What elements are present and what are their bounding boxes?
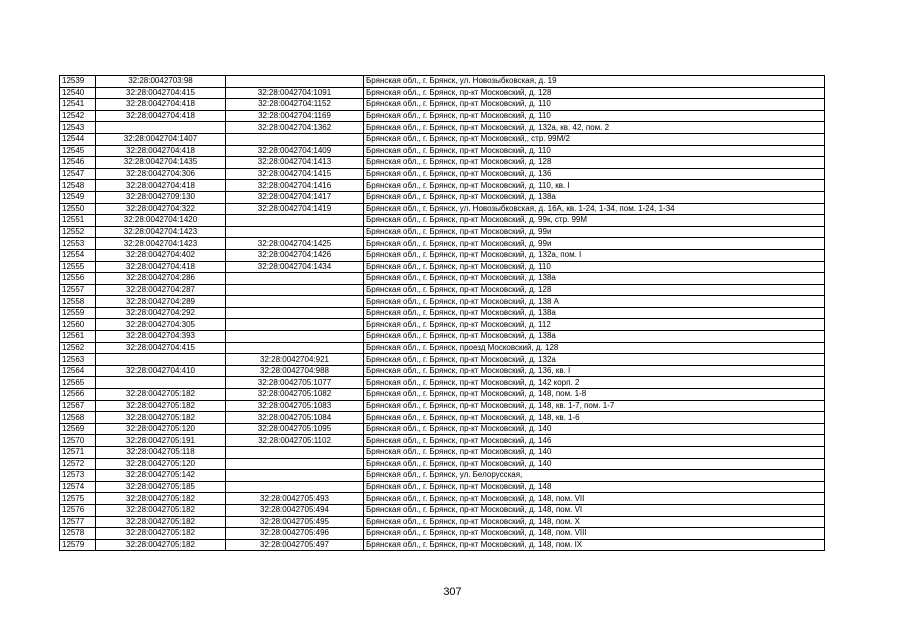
premises-cadastral-number-cell: 32:28:0042704:1416: [226, 180, 364, 192]
table-row: [60, 76, 825, 88]
table-row: [60, 319, 825, 331]
premises-cadastral-number-cell: [226, 226, 364, 238]
cadastral-number-cell: 32:28:0042704:286: [96, 273, 226, 285]
row-number-cell: 12568: [60, 412, 96, 424]
cadastral-number-cell: 32:28:0042704:415: [96, 87, 226, 99]
cadastral-number-cell: [96, 377, 226, 389]
table-row: [60, 145, 825, 157]
address-cell: Брянская обл., г. Брянск, ул. Белорусская,: [364, 470, 825, 482]
address-cell: Брянская обл., г. Брянск, пр-кт Московский, д. 128: [364, 284, 825, 296]
address-cell: Брянская обл., г. Брянск, пр-кт Московский, д. 132а, пом. I: [364, 249, 825, 261]
table-row: [60, 516, 825, 528]
premises-cadastral-number-cell: 32:28:0042704:1425: [226, 238, 364, 250]
premises-cadastral-number-cell: 32:28:0042705:1095: [226, 423, 364, 435]
row-number-cell: 12560: [60, 319, 96, 331]
premises-cadastral-number-cell: 32:28:0042704:1426: [226, 249, 364, 261]
row-number-cell: 12545: [60, 145, 96, 157]
row-number-cell: 12551: [60, 215, 96, 227]
table-row: [60, 110, 825, 122]
premises-cadastral-number-cell: 32:28:0042705:1077: [226, 377, 364, 389]
table-row: [60, 481, 825, 493]
premises-cadastral-number-cell: 32:28:0042704:1417: [226, 191, 364, 203]
address-cell: Брянская обл., г. Брянск, пр-кт Московский, д. 128: [364, 157, 825, 169]
table-row: [60, 354, 825, 366]
table-row: [60, 423, 825, 435]
row-number-cell: 12575: [60, 493, 96, 505]
address-cell: Брянская обл., г. Брянск, пр-кт Московский, д. 112: [364, 319, 825, 331]
table-row: [60, 331, 825, 343]
address-cell: Брянская обл., г. Брянск, пр-кт Московский, д. 110: [364, 110, 825, 122]
premises-cadastral-number-cell: 32:28:0042705:1084: [226, 412, 364, 424]
cadastral-number-cell: 32:28:0042704:393: [96, 331, 226, 343]
row-number-cell: 12549: [60, 191, 96, 203]
table-row: [60, 168, 825, 180]
row-number-cell: 12576: [60, 504, 96, 516]
cadastral-number-cell: 32:28:0042704:418: [96, 110, 226, 122]
cadastral-number-cell: 32:28:0042704:1420: [96, 215, 226, 227]
table-row: [60, 261, 825, 273]
table-row: [60, 365, 825, 377]
row-number-cell: 12553: [60, 238, 96, 250]
row-number-cell: 12578: [60, 528, 96, 540]
row-number-cell: 12569: [60, 423, 96, 435]
row-number-cell: 12563: [60, 354, 96, 366]
address-cell: Брянская обл., г. Брянск, пр-кт Московский, д. 148, пом. 1-8: [364, 389, 825, 401]
table-row: [60, 249, 825, 261]
address-cell: Брянская обл., г. Брянск, пр-кт Московский, д. 99и: [364, 238, 825, 250]
address-cell: Брянская обл., г. Брянск, пр-кт Московский, д. 110: [364, 261, 825, 273]
cadastral-number-cell: 32:28:0042704:1407: [96, 133, 226, 145]
cadastral-number-cell: 32:28:0042704:418: [96, 261, 226, 273]
cadastral-number-cell: 32:28:0042704:418: [96, 145, 226, 157]
address-cell: Брянская обл., г. Брянск, пр-кт Московский, д. 136, кв. I: [364, 365, 825, 377]
premises-cadastral-number-cell: 32:28:0042704:1415: [226, 168, 364, 180]
cadastral-number-cell: 32:28:0042704:410: [96, 365, 226, 377]
row-number-cell: 12557: [60, 284, 96, 296]
premises-cadastral-number-cell: [226, 481, 364, 493]
cadastral-number-cell: 32:28:0042705:182: [96, 504, 226, 516]
premises-cadastral-number-cell: 32:28:0042705:496: [226, 528, 364, 540]
cadastral-number-cell: 32:28:0042705:120: [96, 458, 226, 470]
row-number-cell: 12565: [60, 377, 96, 389]
cadastral-number-cell: [96, 354, 226, 366]
page-number: 307: [443, 586, 462, 598]
premises-cadastral-number-cell: 32:28:0042705:1102: [226, 435, 364, 447]
cadastral-table-body: [60, 76, 825, 551]
row-number-cell: 12552: [60, 226, 96, 238]
table-row: [60, 273, 825, 285]
cadastral-number-cell: 32:28:0042705:182: [96, 539, 226, 551]
premises-cadastral-number-cell: 32:28:0042704:1362: [226, 122, 364, 134]
table-row: [60, 342, 825, 354]
cadastral-number-cell: 32:28:0042704:287: [96, 284, 226, 296]
row-number-cell: 12577: [60, 516, 96, 528]
address-cell: Брянская обл., г. Брянск, ул. Новозыбковская, д. 19: [364, 76, 825, 88]
cadastral-number-cell: 32:28:0042704:418: [96, 99, 226, 111]
premises-cadastral-number-cell: 32:28:0042705:497: [226, 539, 364, 551]
row-number-cell: 12546: [60, 157, 96, 169]
premises-cadastral-number-cell: [226, 331, 364, 343]
cadastral-number-cell: 32:28:0042705:191: [96, 435, 226, 447]
row-number-cell: 12562: [60, 342, 96, 354]
premises-cadastral-number-cell: [226, 296, 364, 308]
cadastral-number-cell: 32:28:0042704:1423: [96, 226, 226, 238]
table-row: [60, 493, 825, 505]
table-row: [60, 157, 825, 169]
address-cell: Брянская обл., г. Брянск, пр-кт Московский, д. 140: [364, 458, 825, 470]
table-row: [60, 307, 825, 319]
address-cell: Брянская обл., г. Брянск, пр-кт Московский, д. 138а: [364, 273, 825, 285]
premises-cadastral-number-cell: [226, 273, 364, 285]
premises-cadastral-number-cell: 32:28:0042705:1082: [226, 389, 364, 401]
address-cell: Брянская обл., г. Брянск, пр-кт Московский, д. 148, пом. IX: [364, 539, 825, 551]
cadastral-number-cell: 32:28:0042704:322: [96, 203, 226, 215]
address-cell: Брянская обл., г. Брянск, пр-кт Московский, д. 138а: [364, 331, 825, 343]
row-number-cell: 12558: [60, 296, 96, 308]
address-cell: Брянская обл., г. Брянск, пр-кт Московский, д. 148, кв. 1-7, пом. 1-7: [364, 400, 825, 412]
address-cell: Брянская обл., г. Брянск, пр-кт Московский, д. 99к, стр. 99М: [364, 215, 825, 227]
cadastral-number-cell: 32:28:0042705:185: [96, 481, 226, 493]
premises-cadastral-number-cell: [226, 447, 364, 459]
address-cell: Брянская обл., г. Брянск, пр-кт Московский, д. 148: [364, 481, 825, 493]
cadastral-number-cell: 32:28:0042704:418: [96, 180, 226, 192]
table-row: [60, 238, 825, 250]
cadastral-number-cell: 32:28:0042704:415: [96, 342, 226, 354]
premises-cadastral-number-cell: 32:28:0042705:494: [226, 504, 364, 516]
premises-cadastral-number-cell: [226, 133, 364, 145]
premises-cadastral-number-cell: 32:28:0042704:1409: [226, 145, 364, 157]
table-row: [60, 203, 825, 215]
premises-cadastral-number-cell: 32:28:0042705:495: [226, 516, 364, 528]
address-cell: Брянская обл., г. Брянск, пр-кт Московский, д. 148, кв. 1-6: [364, 412, 825, 424]
row-number-cell: 12556: [60, 273, 96, 285]
cadastral-number-cell: 32:28:0042709:130: [96, 191, 226, 203]
cadastral-number-cell: 32:28:0042705:182: [96, 412, 226, 424]
table-row: [60, 504, 825, 516]
premises-cadastral-number-cell: 32:28:0042704:1091: [226, 87, 364, 99]
table-row: [60, 296, 825, 308]
address-cell: Брянская обл., г. Брянск, пр-кт Московский, д. 146: [364, 435, 825, 447]
row-number-cell: 12567: [60, 400, 96, 412]
premises-cadastral-number-cell: [226, 470, 364, 482]
premises-cadastral-number-cell: 32:28:0042704:1152: [226, 99, 364, 111]
address-cell: Брянская обл., г. Брянск, пр-кт Московский,, стр. 99М/2: [364, 133, 825, 145]
row-number-cell: 12554: [60, 249, 96, 261]
address-cell: Брянская обл., г. Брянск, пр-кт Московский, д. 148, пом. VII: [364, 493, 825, 505]
row-number-cell: 12550: [60, 203, 96, 215]
row-number-cell: 12571: [60, 447, 96, 459]
address-cell: Брянская обл., г. Брянск, пр-кт Московский, д. 136: [364, 168, 825, 180]
table-row: [60, 528, 825, 540]
premises-cadastral-number-cell: 32:28:0042705:1083: [226, 400, 364, 412]
row-number-cell: 12547: [60, 168, 96, 180]
address-cell: Брянская обл., г. Брянск, пр-кт Московский, д. 110, кв. I: [364, 180, 825, 192]
premises-cadastral-number-cell: [226, 319, 364, 331]
row-number-cell: 12559: [60, 307, 96, 319]
table-row: [60, 458, 825, 470]
cadastral-number-cell: [96, 122, 226, 134]
cadastral-number-cell: 32:28:0042704:305: [96, 319, 226, 331]
address-cell: Брянская обл., г. Брянск, пр-кт Московский, д. 140: [364, 423, 825, 435]
row-number-cell: 12539: [60, 76, 96, 88]
cadastral-number-cell: 32:28:0042705:182: [96, 493, 226, 505]
cadastral-number-cell: 32:28:0042705:182: [96, 528, 226, 540]
row-number-cell: 12564: [60, 365, 96, 377]
premises-cadastral-number-cell: 32:28:0042704:1419: [226, 203, 364, 215]
premises-cadastral-number-cell: 32:28:0042704:988: [226, 365, 364, 377]
cadastral-table: [59, 75, 825, 551]
row-number-cell: 12570: [60, 435, 96, 447]
row-number-cell: 12566: [60, 389, 96, 401]
table-row: [60, 412, 825, 424]
address-cell: Брянская обл., г. Брянск, пр-кт Московский, д. 110: [364, 145, 825, 157]
premises-cadastral-number-cell: [226, 76, 364, 88]
address-cell: Брянская обл., г. Брянск, ул. Новозыбковская, д. 16А, кв. 1-24, 1-34, пом. 1-24, 1-34: [364, 203, 825, 215]
cadastral-number-cell: 32:28:0042704:306: [96, 168, 226, 180]
cadastral-number-cell: 32:28:0042705:118: [96, 447, 226, 459]
address-cell: Брянская обл., г. Брянск, пр-кт Московский, д. 148, пом. VI: [364, 504, 825, 516]
row-number-cell: 12561: [60, 331, 96, 343]
cadastral-number-cell: 32:28:0042705:182: [96, 389, 226, 401]
address-cell: Брянская обл., г. Брянск, пр-кт Московский, д. 99и: [364, 226, 825, 238]
table-row: [60, 447, 825, 459]
premises-cadastral-number-cell: [226, 284, 364, 296]
table-row: [60, 435, 825, 447]
cadastral-number-cell: 32:28:0042705:182: [96, 400, 226, 412]
premises-cadastral-number-cell: [226, 215, 364, 227]
cadastral-number-cell: 32:28:0042705:142: [96, 470, 226, 482]
address-cell: Брянская обл., г. Брянск, пр-кт Московский, д. 148, пом. X: [364, 516, 825, 528]
table-row: [60, 180, 825, 192]
table-row: [60, 226, 825, 238]
address-cell: Брянская обл., г. Брянск, пр-кт Московский, д. 132а, кв. 42, пом. 2: [364, 122, 825, 134]
cadastral-number-cell: 32:28:0042704:292: [96, 307, 226, 319]
cadastral-number-cell: 32:28:0042703:98: [96, 76, 226, 88]
cadastral-number-cell: 32:28:0042704:402: [96, 249, 226, 261]
premises-cadastral-number-cell: 32:28:0042704:921: [226, 354, 364, 366]
address-cell: Брянская обл., г. Брянск, пр-кт Московский, д. 142 корп. 2: [364, 377, 825, 389]
premises-cadastral-number-cell: [226, 342, 364, 354]
row-number-cell: 12543: [60, 122, 96, 134]
table-row: [60, 400, 825, 412]
row-number-cell: 12573: [60, 470, 96, 482]
row-number-cell: 12555: [60, 261, 96, 273]
table-row: [60, 389, 825, 401]
premises-cadastral-number-cell: [226, 307, 364, 319]
table-row: [60, 377, 825, 389]
table-row: [60, 470, 825, 482]
cadastral-number-cell: 32:28:0042704:1435: [96, 157, 226, 169]
row-number-cell: 12544: [60, 133, 96, 145]
cadastral-number-cell: 32:28:0042704:289: [96, 296, 226, 308]
premises-cadastral-number-cell: 32:28:0042705:493: [226, 493, 364, 505]
premises-cadastral-number-cell: 32:28:0042704:1434: [226, 261, 364, 273]
table-row: [60, 133, 825, 145]
table-row: [60, 191, 825, 203]
row-number-cell: 12574: [60, 481, 96, 493]
table-row: [60, 87, 825, 99]
address-cell: Брянская обл., г. Брянск, пр-кт Московский, д. 138а: [364, 191, 825, 203]
address-cell: Брянская обл., г. Брянск, пр-кт Московский, д. 138а: [364, 307, 825, 319]
table-row: [60, 215, 825, 227]
cadastral-number-cell: 32:28:0042705:120: [96, 423, 226, 435]
row-number-cell: 12572: [60, 458, 96, 470]
premises-cadastral-number-cell: [226, 458, 364, 470]
address-cell: Брянская обл., г. Брянск, проезд Московский, д. 128: [364, 342, 825, 354]
address-cell: Брянская обл., г. Брянск, пр-кт Московский, д. 132а: [364, 354, 825, 366]
premises-cadastral-number-cell: 32:28:0042704:1413: [226, 157, 364, 169]
address-cell: Брянская обл., г. Брянск, пр-кт Московский, д. 148, пом. VIII: [364, 528, 825, 540]
row-number-cell: 12548: [60, 180, 96, 192]
cadastral-number-cell: 32:28:0042704:1423: [96, 238, 226, 250]
table-row: [60, 284, 825, 296]
row-number-cell: 12540: [60, 87, 96, 99]
table-row: [60, 122, 825, 134]
address-cell: Брянская обл., г. Брянск, пр-кт Московский, д. 128: [364, 87, 825, 99]
row-number-cell: 12541: [60, 99, 96, 111]
table-row: [60, 539, 825, 551]
table-row: [60, 99, 825, 111]
premises-cadastral-number-cell: 32:28:0042704:1169: [226, 110, 364, 122]
row-number-cell: 12579: [60, 539, 96, 551]
address-cell: Брянская обл., г. Брянск, пр-кт Московский, д. 138 А: [364, 296, 825, 308]
address-cell: Брянская обл., г. Брянск, пр-кт Московский, д. 140: [364, 447, 825, 459]
address-cell: Брянская обл., г. Брянск, пр-кт Московский, д. 110: [364, 99, 825, 111]
row-number-cell: 12542: [60, 110, 96, 122]
cadastral-number-cell: 32:28:0042705:182: [96, 516, 226, 528]
